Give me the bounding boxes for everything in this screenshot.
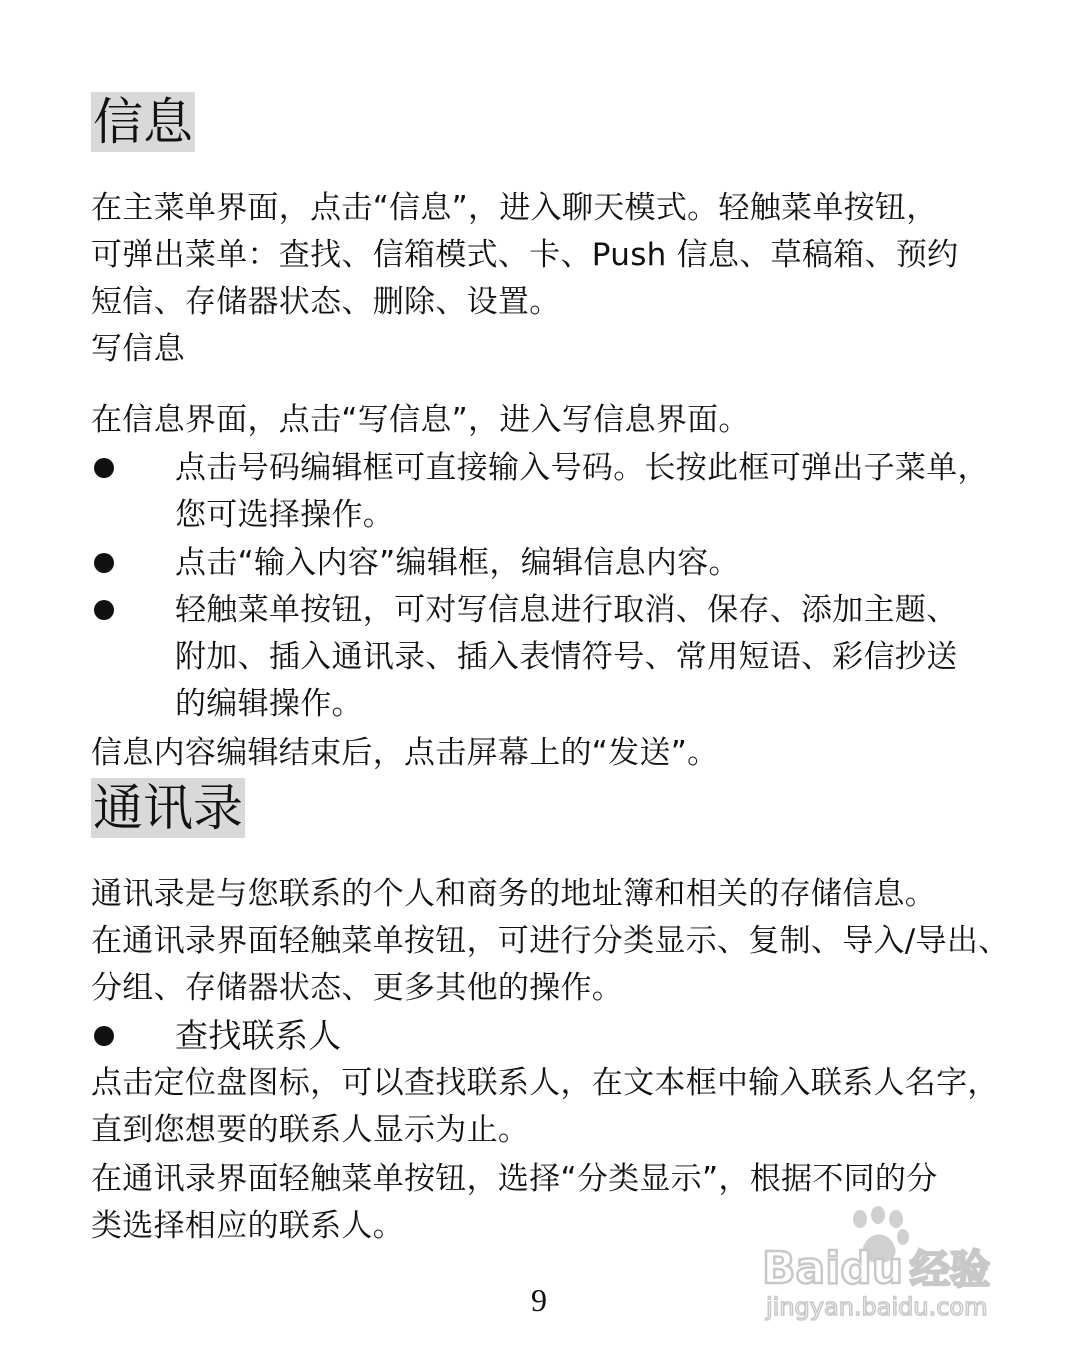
find-contact-line-2: 直到您想要的联系人显示为止。 xyxy=(91,1112,530,1148)
watermark-url: jingyan.baidu.com xyxy=(766,1293,988,1321)
find-contact-line-1: 点击定位盘图标，可以查找联系人，在文本框中输入联系人名字， xyxy=(91,1065,999,1101)
bullet-dot xyxy=(94,600,114,620)
contacts-menu-line-1: 在通讯录界面轻触菜单按钮，可进行分类显示、复制、导入/导出、 xyxy=(91,923,1010,959)
watermark-suffix: 经验 xyxy=(910,1247,990,1293)
bullet-3-line-1: 轻触菜单按钮，可对写信息进行取消、保存、添加主题、 xyxy=(175,592,958,628)
bullet-3-line-2: 附加、插入通讯录、插入表情符号、常用短语、彩信抄送 xyxy=(175,639,958,675)
bullet-1-line-1: 点击号码编辑框可直接输入号码。长按此框可弹出子菜单， xyxy=(175,450,989,486)
contacts-intro: 通讯录是与您联系的个人和商务的地址簿和相关的存储信息。 xyxy=(91,876,937,912)
messages-intro-line-2: 可弹出菜单：查找、信箱模式、卡、Push 信息、草稿箱、预约 xyxy=(91,237,959,273)
baidu-watermark-logo xyxy=(760,1205,1020,1325)
write-message-intro: 在信息界面，点击“写信息”，进入写信息界面。 xyxy=(91,402,750,438)
bullet-2-line-1: 点击“输入内容”编辑框，编辑信息内容。 xyxy=(175,545,740,581)
bullet-3-line-3: 的编辑操作。 xyxy=(175,686,363,722)
category-line-2: 类选择相应的联系人。 xyxy=(91,1208,404,1244)
find-contact-title: 查找联系人 xyxy=(175,1016,342,1055)
messages-intro-line-3: 短信、存储器状态、删除、设置。 xyxy=(91,284,561,320)
section-heading-contacts: 通讯录 xyxy=(93,779,243,837)
write-message-subheading: 写信息 xyxy=(91,331,185,367)
category-line-1: 在通讯录界面轻触菜单按钮，选择“分类显示”，根据不同的分 xyxy=(91,1161,938,1197)
bullet-dot xyxy=(94,1026,114,1046)
watermark-brand: Baidu xyxy=(762,1243,904,1294)
page-number: 9 xyxy=(531,1282,547,1318)
bullet-1-line-2: 您可选择操作。 xyxy=(175,497,395,533)
bullet-dot xyxy=(94,458,114,478)
section-heading-messages: 信息 xyxy=(93,93,193,151)
messages-intro-line-1: 在主菜单界面，点击“信息”，进入聊天模式。轻触菜单按钮， xyxy=(91,190,938,226)
bullet-dot xyxy=(94,553,114,573)
contacts-menu-line-2: 分组、存储器状态、更多其他的操作。 xyxy=(91,970,624,1006)
messages-outro: 信息内容编辑结束后，点击屏幕上的“发送”。 xyxy=(91,735,719,771)
